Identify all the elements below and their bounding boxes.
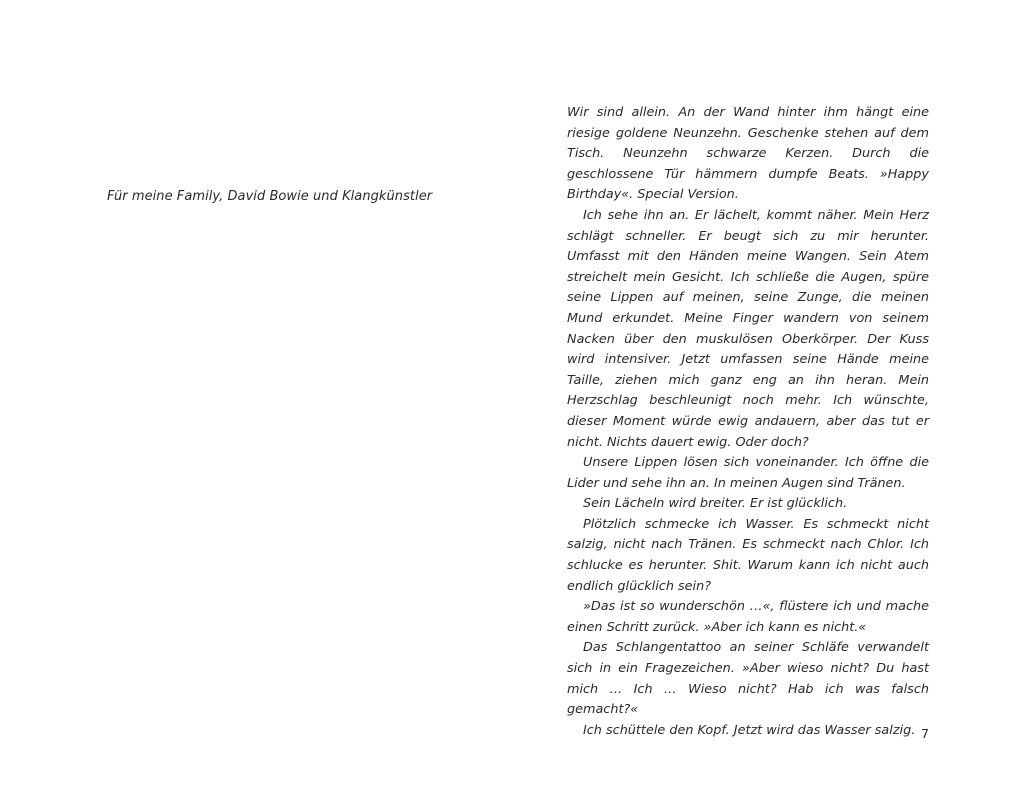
right-page [510,0,1020,812]
paragraph: »Das ist so wunderschön …«, flüstere ich und mache einen Schritt zurück. »Aber ich kann es nicht.« [567,599,929,635]
page-number: 7 [921,726,929,741]
paragraph: Ich schüttele den Kopf. Jetzt wird das Wasser salzig. [583,722,916,738]
paragraph: Unsere Lippen lösen sich voneinander. Ich öffne die Lider und sehe ihn an. In meinen Augen sind Tränen. [567,455,929,491]
dedication: Für meine Family, David Bowie und Klangkünstler [107,189,433,204]
paragraph: Wir sind allein. An der Wand hinter ihm hängt eine riesige goldene Neunzehn. Geschenke stehen auf dem Tisch. Neunzehn schwarze Kerzen. Durch die geschlossene Tür hämmern dumpfe Beats. »Happy Birthday«. Special Version. [567,105,929,203]
body-text [567,103,929,741]
paragraph: Plötzlich schmecke ich Wasser. Es schmeckt nicht salzig, nicht nach Tränen. Es schmeckt nach Chlor. Ich schlucke es herunter. Shit. Warum kann ich nicht auch endlich glücklich sein? [567,516,929,594]
paragraph: Sein Lächeln wird breiter. Er ist glücklich. [583,496,848,512]
paragraph: Das Schlangentattoo an seiner Schläfe verwandelt sich in ein Fragezeichen. »Aber wieso nicht? Du hast mich … Ich … Wieso nicht? Hab ich was falsch gemacht?« [567,640,929,718]
paragraph: Ich sehe ihn an. Er lächelt, kommt näher. Mein Herz schlägt schneller. Er beugt sich zu mir herunter. Umfasst mit den Händen meine Wangen. Sein Atem streichelt mein Gesicht. Ich schließe die Augen, spüre seine Lippen auf meinen, seine Zunge, die meinen Mund erkundet. Meine Finger wandern von seinem Nacken über den muskulösen Oberkörper. Der Kuss wird intensiver. Jetzt umfassen seine Hände meine Taille, ziehen mich ganz eng an ihn heran. Mein Herzschlag beschleunigt noch mehr. Ich wünschte, dieser Moment würde ewig andauern, aber das tut er nicht. Nichts dauert ewig. Oder doch? [567,207,929,450]
